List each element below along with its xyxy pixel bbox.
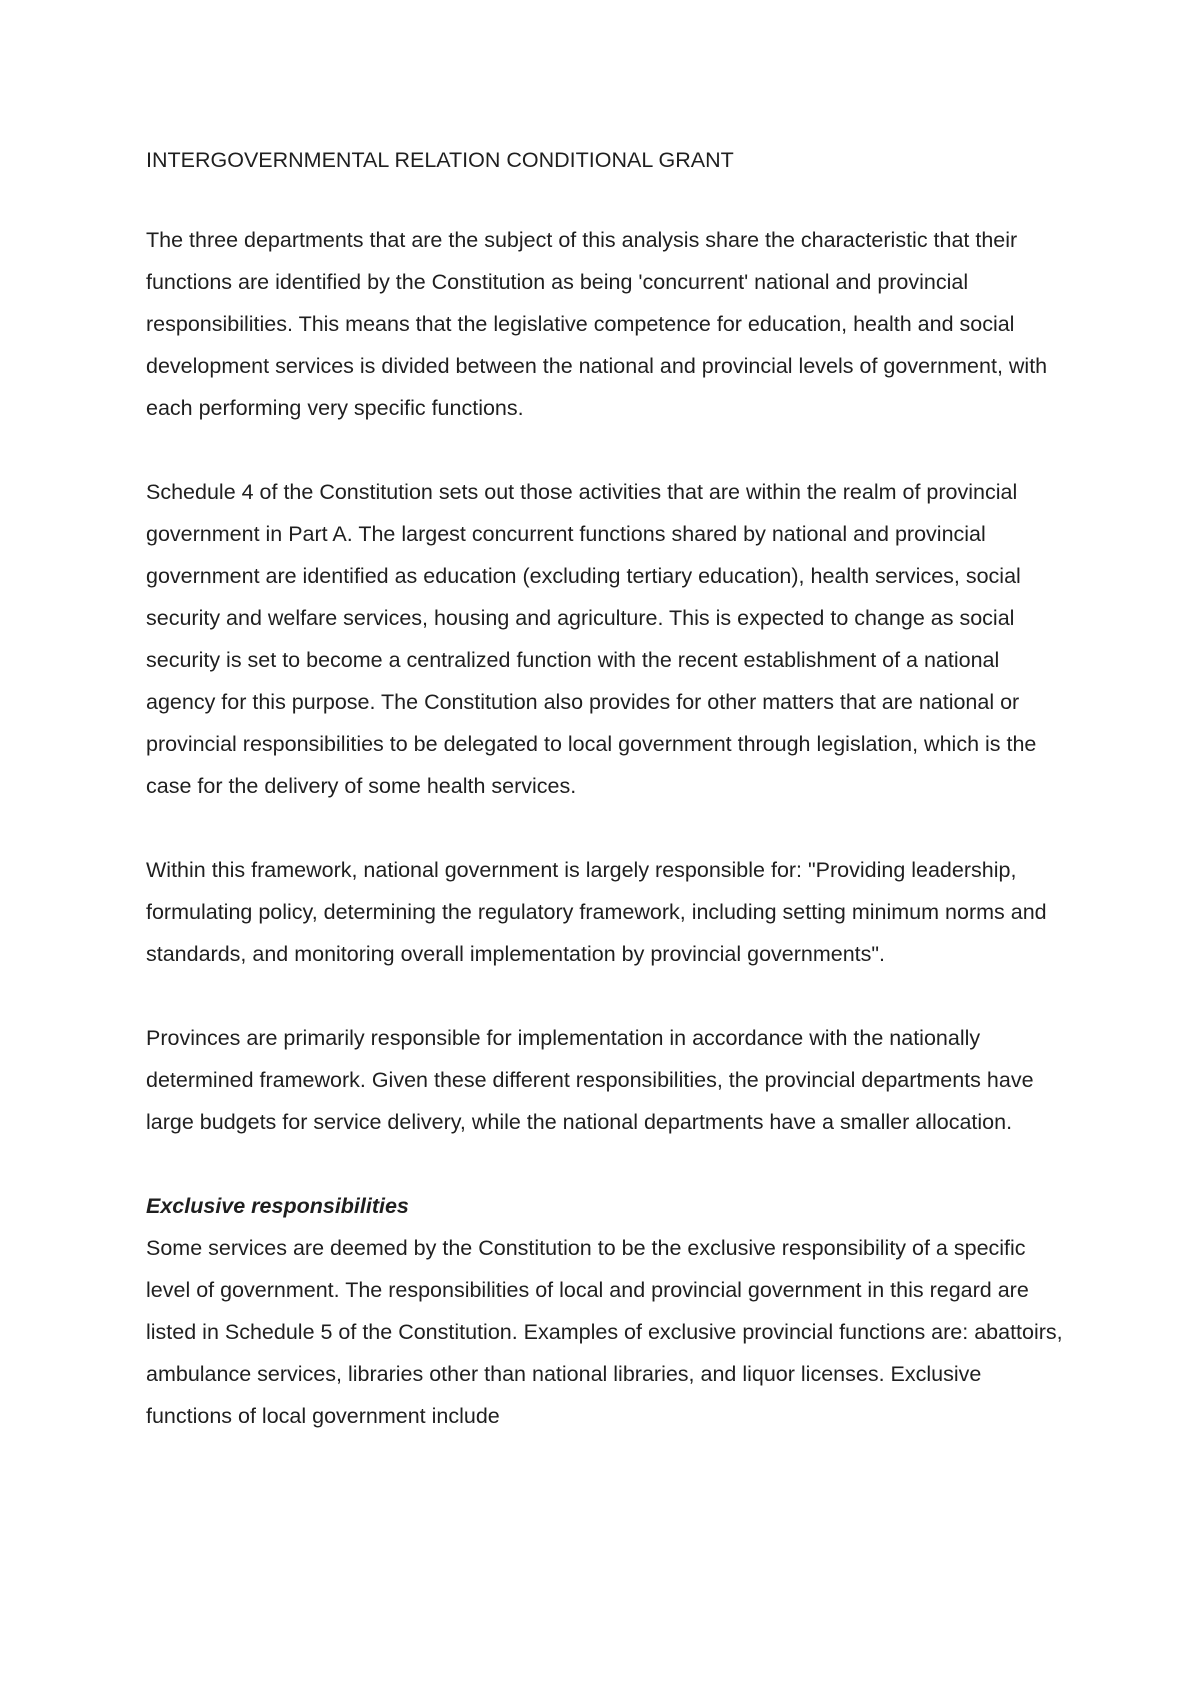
paragraph-national-government-role: Within this framework, national government is largely responsible for: "Providing leadership, formulating policy, determining the regulatory framework, including setting minimum norms and standards, and monitoring overall implementation by provincial governments". xyxy=(146,858,1047,966)
document-page xyxy=(146,142,1066,1437)
paragraph-concurrent-functions: The three departments that are the subject of this analysis share the characteristic that their functions are identified by the Constitution as being 'concurrent' national and provincial responsibilities. This means that the legislative competence for education, health and social development services is divided between the national and provincial levels of government, with each performing very specific functions. xyxy=(146,228,1048,420)
paragraph-provincial-implementation: Provinces are primarily responsible for implementation in accordance with the nationally determined framework. Given these different responsibilities, the provincial departments have large budgets for service delivery, while the national departments have a smaller allocation. xyxy=(146,1026,1034,1134)
document-title: INTERGOVERNMENTAL RELATION CONDITIONAL GRANT xyxy=(146,148,734,172)
paragraph-exclusive-responsibilities: Some services are deemed by the Constitution to be the exclusive responsibility of a specific level of government. The responsibilities of local and provincial government in this regard are listed in Schedule 5 of the Constitution. Examples of exclusive provincial functions are: abattoirs, ambulance services, libraries other than national libraries, and liquor licenses. Exclusive functions of local government include xyxy=(146,1236,1063,1428)
subheading-exclusive-responsibilities: Exclusive responsibilities xyxy=(146,1194,409,1218)
paragraph-schedule-4: Schedule 4 of the Constitution sets out those activities that are within the realm of provincial government in Part A. The largest concurrent functions shared by national and provincial government are identified as education (excluding tertiary education), health services, social security and welfare services, housing and agriculture. This is expected to change as social security is set to become a centralized function with the recent establishment of a national agency for this purpose. The Constitution also provides for other matters that are national or provincial responsibilities to be delegated to local government through legislation, which is the case for the delivery of some health services. xyxy=(146,480,1037,798)
